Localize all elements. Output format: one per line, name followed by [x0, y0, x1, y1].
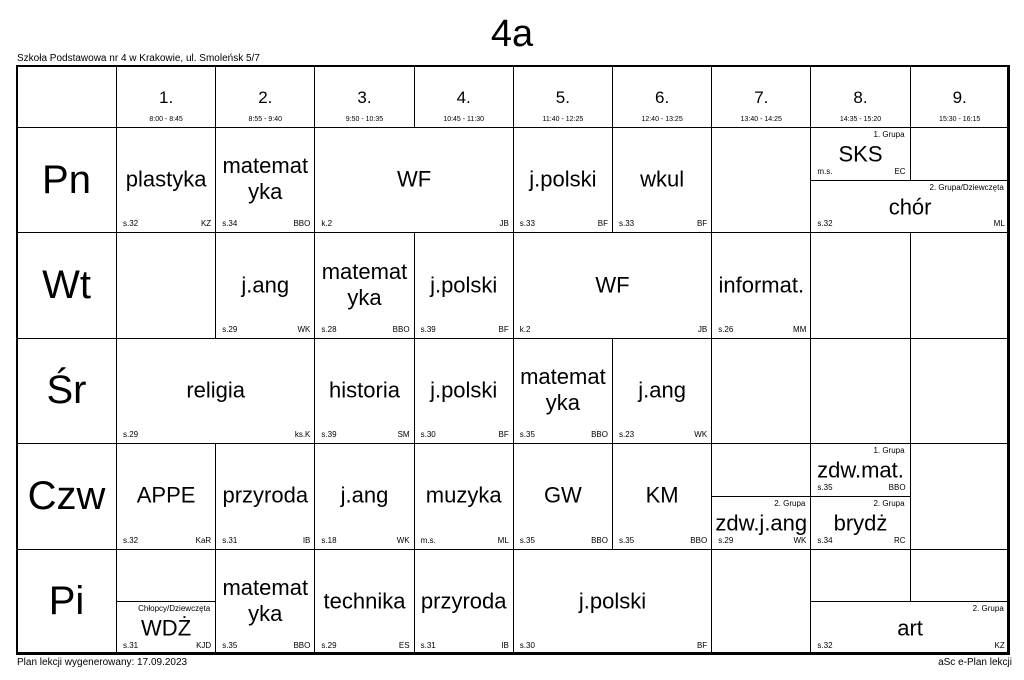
lesson-subject: j.polski — [578, 588, 647, 614]
lesson-cell[interactable] — [314, 549, 414, 655]
lesson-cell[interactable] — [810, 127, 910, 181]
lesson-subject: historia — [329, 377, 400, 403]
lesson-room: s.26 — [718, 324, 734, 334]
lesson-room: s.35 — [519, 535, 535, 545]
lesson-cell[interactable] — [414, 232, 514, 338]
lesson-subject: technika — [323, 588, 406, 614]
lesson-teacher: EC — [894, 166, 906, 176]
lesson-room: s.35 — [619, 535, 635, 545]
empty-cell — [810, 549, 910, 603]
lesson-subject: informat. — [718, 272, 805, 298]
lesson-cell[interactable] — [810, 496, 910, 550]
lesson-teacher: WK — [396, 535, 410, 545]
lesson-room: k.2 — [519, 324, 531, 334]
lesson-subject: WDŻ — [141, 615, 192, 641]
lesson-room: s.18 — [321, 535, 337, 545]
lesson-cell[interactable] — [215, 232, 315, 338]
lesson-cell[interactable] — [513, 232, 712, 338]
generated-date: Plan lekcji wygenerowany: 17.09.2023 — [17, 657, 188, 668]
lesson-teacher: BBO — [392, 324, 410, 334]
lesson-group: 2. Grupa/Dziewczęta — [929, 182, 1004, 192]
period-time: 11:40 - 12:25 — [542, 116, 584, 123]
school-name: Szkoła Podstawowa nr 4 w Krakowie, ul. Smoleńsk 5/7 — [17, 53, 260, 64]
lesson-subject: art — [897, 615, 923, 641]
lesson-subject: przyroda — [222, 482, 309, 508]
lesson-cell[interactable] — [810, 601, 1009, 655]
lesson-cell[interactable] — [215, 443, 315, 549]
lesson-subject: j.polski — [430, 272, 498, 298]
lesson-teacher: JB — [697, 324, 708, 334]
lesson-room: m.s. — [420, 535, 436, 545]
period-number: 2. — [258, 88, 273, 107]
lesson-cell[interactable] — [314, 443, 414, 549]
period-header — [414, 65, 514, 128]
lesson-cell[interactable] — [513, 338, 613, 444]
lesson-teacher: BBO — [293, 219, 311, 229]
lesson-teacher: RC — [894, 535, 906, 545]
lesson-teacher: IB — [302, 535, 311, 545]
lesson-group: 1. Grupa — [873, 446, 905, 456]
lesson-teacher: IB — [501, 640, 509, 650]
lesson-cell[interactable] — [116, 127, 216, 233]
period-number: 7. — [754, 88, 769, 107]
lesson-room: k.2 — [321, 219, 333, 229]
lesson-cell[interactable] — [513, 549, 712, 655]
lesson-room: s.30 — [519, 640, 535, 650]
day-label: Śr — [16, 338, 117, 444]
lesson-subject: SKS — [838, 141, 883, 167]
lesson-room: s.34 — [817, 535, 833, 545]
lesson-room: s.35 — [519, 430, 535, 440]
lesson-teacher: BF — [696, 219, 708, 229]
period-number: 1. — [159, 88, 174, 107]
lesson-cell[interactable] — [215, 127, 315, 233]
period-time: 14:35 - 15:20 — [839, 116, 882, 123]
lesson-subject: KM — [645, 482, 679, 508]
empty-cell — [810, 232, 910, 338]
empty-cell — [711, 338, 811, 444]
lesson-subject: matematyka — [222, 153, 309, 205]
lesson-room: s.32 — [123, 535, 139, 545]
lesson-room: s.31 — [123, 640, 139, 650]
empty-cell — [116, 232, 216, 338]
lesson-teacher: BBO — [690, 535, 708, 545]
period-number: 3. — [357, 88, 372, 107]
lesson-cell[interactable] — [414, 549, 514, 655]
lesson-subject: matematyka — [520, 363, 606, 415]
lesson-subject: WF — [396, 166, 432, 192]
lesson-teacher: WK — [297, 324, 311, 334]
day-label: Wt — [16, 232, 117, 338]
period-time: 8:00 - 8:45 — [149, 116, 183, 123]
period-header — [215, 65, 315, 128]
lesson-cell[interactable] — [513, 127, 613, 233]
period-header — [612, 65, 712, 128]
period-number: 5. — [555, 88, 570, 107]
lesson-cell[interactable] — [612, 127, 712, 233]
period-header — [116, 65, 216, 128]
lesson-subject: zdw.j.ang — [715, 510, 808, 536]
lesson-cell[interactable] — [711, 232, 811, 338]
lesson-subject: zdw.mat. — [817, 457, 904, 483]
lesson-teacher: BBO — [591, 430, 608, 440]
lesson-teacher: BF — [498, 430, 509, 440]
lesson-room: s.23 — [619, 430, 635, 440]
empty-cell — [910, 338, 1010, 444]
period-time: 13:40 - 14:25 — [740, 116, 782, 123]
lesson-teacher: KZ — [200, 219, 212, 229]
lesson-group: 2. Grupa — [873, 498, 905, 508]
lesson-cell[interactable] — [414, 338, 514, 444]
lesson-teacher: ks.K — [294, 430, 311, 440]
period-time: 15:30 - 16:15 — [939, 116, 981, 123]
lesson-room: s.29 — [222, 324, 238, 334]
lesson-room: s.33 — [519, 219, 535, 229]
lesson-room: s.28 — [321, 324, 337, 334]
lesson-room: s.29 — [321, 640, 337, 650]
lesson-subject: plastyka — [125, 166, 207, 192]
lesson-teacher: KJD — [196, 640, 212, 650]
lesson-room: s.39 — [321, 430, 337, 440]
lesson-subject: religia — [186, 377, 246, 403]
lesson-teacher: BBO — [888, 482, 906, 492]
lesson-subject: przyroda — [420, 588, 507, 614]
page-title: 4a — [490, 13, 534, 55]
empty-cell — [910, 127, 1010, 181]
lesson-subject: WF — [595, 272, 630, 298]
lesson-group: 1. Grupa — [873, 130, 905, 139]
lesson-cell[interactable] — [810, 443, 910, 497]
lesson-teacher: BF — [696, 640, 708, 650]
lesson-cell[interactable] — [711, 496, 811, 550]
day-label: Czw — [16, 443, 117, 549]
lesson-subject: wkul — [640, 166, 685, 192]
period-time: 8:55 - 9:40 — [248, 116, 283, 123]
period-header — [810, 65, 910, 128]
lesson-subject: j.polski — [529, 166, 597, 192]
lesson-room: s.31 — [420, 640, 436, 650]
lesson-room: s.33 — [619, 219, 635, 229]
lesson-teacher: BF — [597, 219, 608, 229]
timetable-grid — [16, 65, 1009, 654]
lesson-cell[interactable] — [314, 232, 414, 338]
lesson-cell[interactable] — [513, 443, 613, 549]
day-label: Pn — [16, 127, 117, 233]
lesson-teacher: BF — [498, 324, 509, 334]
lesson-teacher: BBO — [293, 640, 311, 650]
period-header — [314, 65, 414, 128]
lesson-cell[interactable] — [612, 443, 712, 549]
lesson-room: m.s. — [817, 166, 833, 176]
lesson-cell[interactable] — [314, 338, 414, 444]
empty-cell — [810, 338, 910, 444]
lesson-cell[interactable] — [116, 338, 315, 444]
lesson-subject: j.ang — [340, 482, 389, 508]
lesson-subject: muzyka — [425, 482, 502, 508]
period-time: 12:40 - 13:25 — [641, 116, 683, 123]
empty-cell — [910, 232, 1010, 338]
period-time: 9:50 - 10:35 — [345, 116, 384, 123]
lesson-subject: APPE — [136, 482, 196, 508]
lesson-cell[interactable] — [612, 338, 712, 444]
period-number: 9. — [952, 88, 967, 107]
lesson-teacher: WK — [694, 430, 708, 440]
period-number: 4. — [456, 88, 471, 107]
lesson-subject: brydż — [833, 510, 888, 536]
lesson-teacher: JB — [499, 219, 509, 229]
lesson-room: s.32 — [123, 219, 139, 229]
lesson-teacher: BBO — [591, 535, 608, 545]
lesson-teacher: WK — [793, 535, 807, 545]
lesson-subject: GW — [543, 482, 582, 508]
app-credit: aSc e-Plan lekcji — [938, 657, 1012, 668]
lesson-teacher: KZ — [994, 640, 1005, 650]
lesson-teacher: ML — [993, 219, 1005, 229]
lesson-teacher: SM — [397, 430, 410, 440]
period-header — [513, 65, 613, 128]
lesson-subject: j.ang — [241, 272, 290, 298]
lesson-teacher: ML — [497, 535, 509, 545]
lesson-room: s.32 — [817, 640, 833, 650]
period-header — [910, 65, 1010, 128]
lesson-room: s.31 — [222, 535, 238, 545]
day-label: Pi — [16, 549, 117, 655]
lesson-cell[interactable] — [314, 127, 513, 233]
lesson-cell[interactable] — [810, 180, 1009, 234]
lesson-room: s.35 — [817, 482, 833, 492]
empty-cell — [910, 443, 1010, 549]
period-number: 6. — [655, 88, 670, 107]
lesson-subject: matematyka — [222, 574, 309, 626]
lesson-group: 2. Grupa — [774, 498, 806, 508]
lesson-room: s.39 — [420, 324, 436, 334]
empty-cell — [711, 549, 811, 655]
empty-cell — [910, 549, 1010, 603]
empty-cell — [711, 443, 811, 497]
lesson-room: s.35 — [222, 640, 238, 650]
lesson-group: 2. Grupa — [972, 604, 1004, 614]
period-header — [711, 65, 811, 128]
lesson-room: s.29 — [123, 430, 139, 440]
lesson-subject: chór — [888, 194, 932, 220]
lesson-cell[interactable] — [116, 601, 216, 655]
corner-cell — [16, 65, 117, 128]
lesson-cell[interactable] — [215, 549, 315, 655]
lesson-subject: j.ang — [638, 377, 686, 403]
lesson-room: s.34 — [222, 219, 238, 229]
lesson-teacher: MM — [793, 324, 807, 334]
lesson-teacher: KaR — [195, 535, 212, 545]
period-time: 10:45 - 11:30 — [443, 116, 485, 123]
lesson-subject: matematyka — [321, 258, 408, 310]
lesson-room: s.29 — [718, 535, 734, 545]
lesson-subject: j.polski — [430, 377, 498, 403]
lesson-group: Chłopcy/Dziewczęta — [138, 604, 211, 614]
lesson-teacher: ES — [398, 640, 410, 650]
empty-cell — [116, 549, 216, 603]
lesson-room: s.32 — [817, 219, 833, 229]
lesson-cell[interactable] — [116, 443, 216, 549]
lesson-cell[interactable] — [414, 443, 514, 549]
lesson-room: s.30 — [420, 430, 436, 440]
period-number: 8. — [853, 88, 868, 107]
empty-cell — [711, 127, 811, 233]
